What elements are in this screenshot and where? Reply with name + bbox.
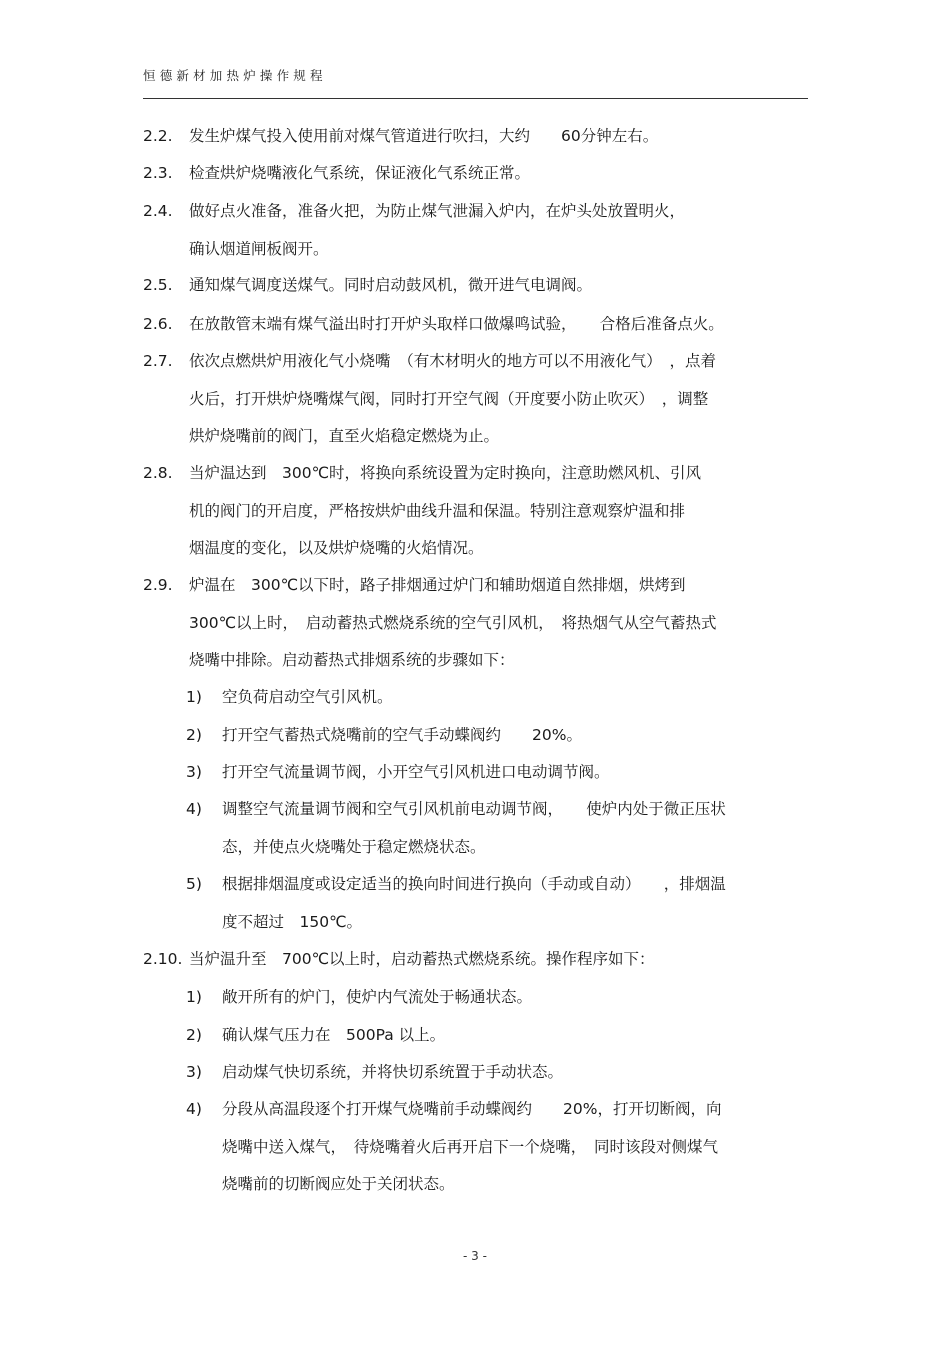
- clause-number: 2.4.: [143, 202, 173, 220]
- step-2-9-2: [186, 717, 811, 755]
- clause-2-5: [143, 267, 813, 305]
- clause-text: 检查烘炉烧嘴液化气系统，保证液化气系统正常。: [189, 164, 531, 182]
- step-text: 态，并使点火烧嘴处于稳定燃烧状态。: [222, 837, 486, 856]
- step-number: 1): [186, 688, 202, 706]
- step-number: 2): [186, 1026, 202, 1044]
- step-2-9-4: [186, 791, 811, 866]
- clause-2-7: [143, 343, 813, 456]
- step-2-10-2: [186, 1017, 811, 1055]
- step-text: 调整空气流量调节阀和空气引风机前电动调节阀， 使炉内处于微正压状: [222, 800, 726, 818]
- step-number: 2): [186, 726, 202, 744]
- step-2-10-3: [186, 1054, 811, 1092]
- clause-text: 确认烟道闸板阀开。: [189, 239, 329, 258]
- clause-text: 发生炉煤气投入使用前对煤气管道进行吹扫，大约 60分钟左右。: [189, 127, 659, 145]
- step-number: 4): [186, 1100, 202, 1118]
- step-text: 空负荷启动空气引风机。: [222, 688, 393, 706]
- clause-text: 当炉温达到 300℃时，将换向系统设置为定时换向，注意助燃风机、引风: [189, 464, 701, 482]
- clause-number: 2.10.: [143, 950, 183, 968]
- clause-2-8: [143, 455, 813, 568]
- page-number: - 3 -: [463, 1249, 487, 1263]
- header-divider: [143, 98, 808, 99]
- clause-number: 2.7.: [143, 352, 173, 370]
- step-text: 分段从高温段逐个打开煤气烧嘴前手动蝶阀约 20%，打开切断阀，向: [222, 1100, 722, 1118]
- clause-2-2: [143, 118, 813, 156]
- clause-number: 2.9.: [143, 576, 173, 594]
- step-2-9-5: [186, 866, 811, 941]
- clause-2-3: [143, 155, 813, 193]
- step-text: 确认煤气压力在 500Pa 以上。: [222, 1026, 446, 1044]
- clause-number: 2.5.: [143, 276, 173, 294]
- clause-text: 机的阀门的开启度，严格按烘炉曲线升温和保温。特别注意观察炉温和排: [189, 501, 686, 520]
- step-text: 启动煤气快切系统，并将快切系统置于手动状态。: [222, 1063, 564, 1081]
- clause-number: 2.2.: [143, 127, 173, 145]
- clause-text: 炉温在 300℃以下时，路子排烟通过炉门和辅助烟道自然排烟，烘烤到: [189, 576, 686, 594]
- step-number: 4): [186, 800, 202, 818]
- clause-text: 烧嘴中排除。启动蓄热式排烟系统的步骤如下：: [189, 651, 515, 669]
- clause-text: 300℃以上时， 启动蓄热式燃烧系统的空气引风机， 将热烟气从空气蓄热式: [189, 613, 717, 632]
- step-number: 3): [186, 1063, 202, 1081]
- clause-2-6: [143, 306, 813, 344]
- clause-text: 烟温度的变化，以及烘炉烧嘴的火焰情况。: [189, 539, 484, 557]
- step-2-10-4: [186, 1091, 811, 1204]
- clause-text: 当炉温升至 700℃以上时，启动蓄热式燃烧系统。操作程序如下：: [189, 950, 655, 968]
- clause-text: 火后，打开烘炉烧嘴煤气阀，同时打开空气阀（开度要小防止吹灭） ，调整: [189, 389, 709, 408]
- step-number: 1): [186, 988, 202, 1006]
- clause-number: 2.3.: [143, 164, 173, 182]
- step-text: 根据排烟温度或设定适当的换向时间进行换向（手动或自动） ，排烟温: [222, 875, 726, 893]
- clause-2-10: [143, 941, 813, 979]
- clause-2-9: [143, 567, 813, 680]
- step-2-10-1: [186, 979, 811, 1017]
- step-2-9-1: [186, 679, 811, 717]
- clause-text: 做好点火准备，准备火把，为防止煤气泄漏入炉内，在炉头处放置明火，: [189, 202, 686, 220]
- step-text: 度不超过 150℃。: [222, 912, 362, 931]
- step-text: 敞开所有的炉门，使炉内气流处于畅通状态。: [222, 988, 533, 1006]
- clause-text: 在放散管末端有煤气溢出时打开炉头取样口做爆鸣试验， 合格后准备点火。: [189, 315, 724, 333]
- step-text: 烧嘴中送入煤气， 待烧嘴着火后再开启下一个烧嘴， 同时该段对侧煤气: [222, 1137, 719, 1156]
- step-text: 打开空气流量调节阀，小开空气引风机进口电动调节阀。: [222, 763, 610, 781]
- clause-number: 2.8.: [143, 464, 173, 482]
- clause-number: 2.6.: [143, 315, 173, 333]
- step-2-9-3: [186, 754, 811, 792]
- clause-text: 烘炉烧嘴前的阀门，直至火焰稳定燃烧为止。: [189, 427, 500, 445]
- clause-text: 通知煤气调度送煤气。同时启动鼓风机，微开进气电调阀。: [189, 276, 593, 294]
- step-number: 3): [186, 763, 202, 781]
- clause-2-4: [143, 193, 813, 268]
- clause-text: 依次点燃烘炉用液化气小烧嘴 （有木材明火的地方可以不用液化气） ，点着: [189, 352, 717, 370]
- step-number: 5): [186, 875, 202, 893]
- page-header-title: 恒德新材加热炉操作规程: [143, 68, 327, 83]
- step-text: 打开空气蓄热式烧嘴前的空气手动蝶阀约 20%。: [222, 726, 582, 744]
- step-text: 烧嘴前的切断阀应处于关闭状态。: [222, 1175, 455, 1193]
